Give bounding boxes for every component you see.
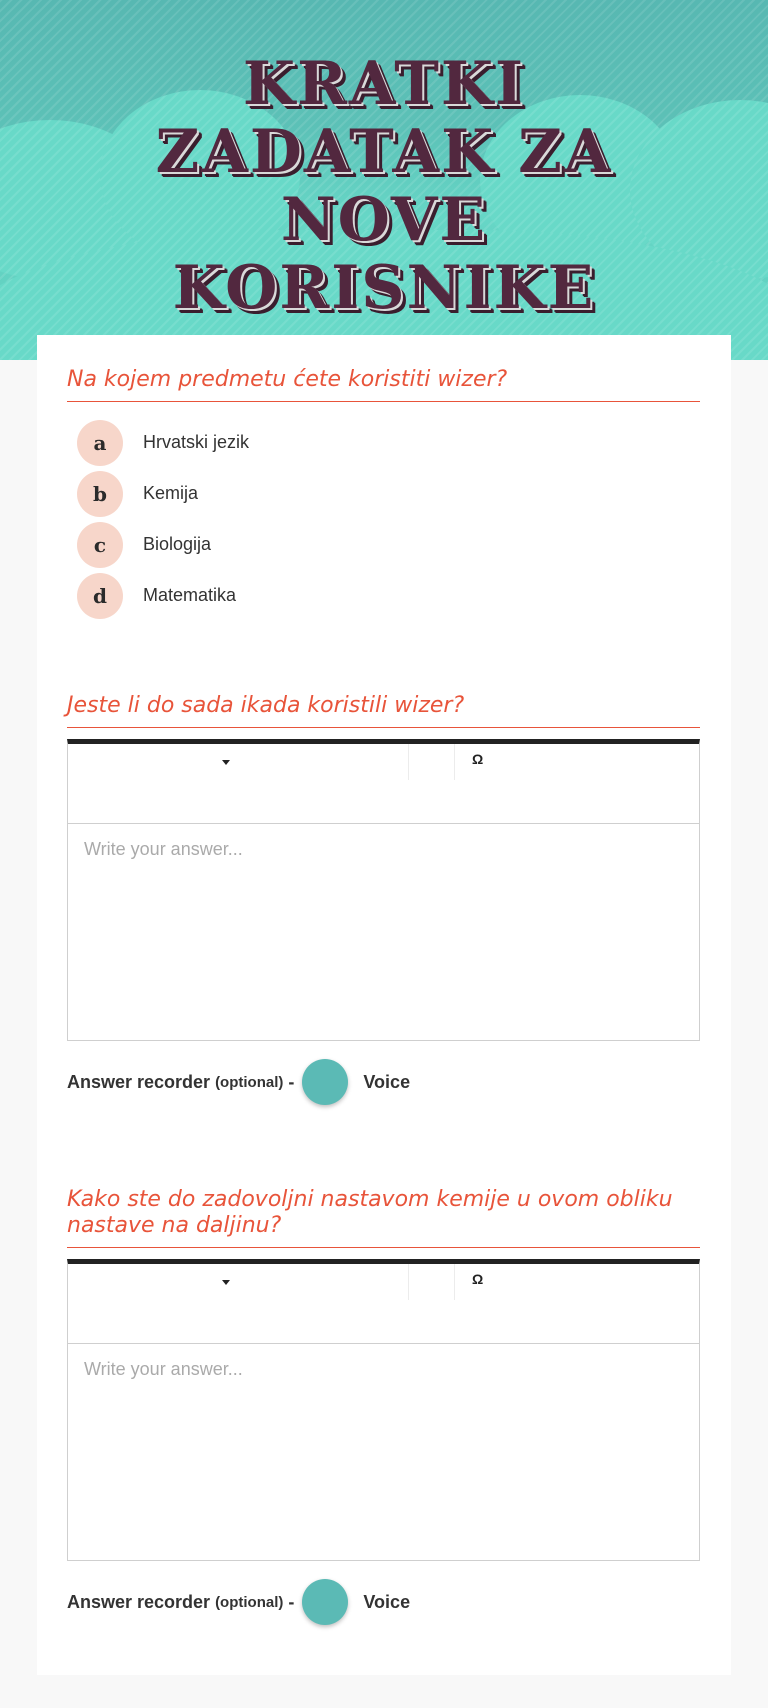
toolbar-divider bbox=[454, 744, 455, 780]
toolbar-divider bbox=[454, 1264, 455, 1300]
option-letter: d bbox=[77, 573, 123, 619]
answer-input[interactable] bbox=[68, 824, 699, 1039]
title-line: KRATKI bbox=[242, 49, 526, 119]
recorder-label: Answer recorder bbox=[67, 1591, 211, 1612]
option-label: Matematika bbox=[143, 585, 237, 605]
title-line: NOVE bbox=[280, 185, 488, 255]
option-label: Biologija bbox=[143, 534, 212, 554]
format-dropdown-icon[interactable] bbox=[222, 1280, 230, 1285]
page-header bbox=[0, 0, 768, 360]
option-letter: b bbox=[77, 471, 123, 517]
question-1-title: Na kojem predmetu ćete koristiti wizer? bbox=[67, 367, 700, 402]
answer-recorder bbox=[67, 1059, 410, 1105]
record-voice-button[interactable] bbox=[302, 1579, 348, 1625]
page-title bbox=[0, 50, 768, 322]
option-letter: c bbox=[77, 522, 123, 568]
option-a[interactable] bbox=[77, 417, 249, 468]
recorder-label: Answer recorder bbox=[67, 1071, 211, 1092]
recorder-optional: (optional) bbox=[215, 1593, 284, 1611]
editor-toolbar bbox=[68, 744, 699, 824]
worksheet-card bbox=[37, 335, 731, 1675]
answer-recorder bbox=[67, 1579, 410, 1625]
recorder-dash: - bbox=[288, 1591, 295, 1612]
option-b[interactable] bbox=[77, 468, 249, 519]
recorder-optional: (optional) bbox=[215, 1073, 284, 1091]
voice-label: Voice bbox=[363, 1591, 411, 1612]
recorder-dash: - bbox=[288, 1071, 295, 1092]
option-c[interactable] bbox=[77, 519, 249, 570]
option-label: Hrvatski jezik bbox=[143, 432, 250, 452]
record-voice-button[interactable] bbox=[302, 1059, 348, 1105]
toolbar-divider bbox=[408, 1264, 409, 1300]
option-label: Kemija bbox=[143, 483, 199, 503]
editor-toolbar bbox=[68, 1264, 699, 1344]
question-2-title: Jeste li do sada ikada koristili wizer? bbox=[67, 693, 700, 728]
toolbar-divider bbox=[408, 744, 409, 780]
answer-editor-2 bbox=[67, 739, 700, 1041]
special-character-icon[interactable]: Ω bbox=[472, 751, 484, 767]
answer-input[interactable] bbox=[68, 1344, 699, 1559]
format-dropdown-icon[interactable] bbox=[222, 760, 230, 765]
option-d[interactable] bbox=[77, 570, 249, 621]
voice-label: Voice bbox=[363, 1071, 411, 1092]
option-letter: a bbox=[77, 420, 123, 466]
question-3-title: Kako ste do zadovoljni nastavom kemije u ovom obliku nastave na daljinu? bbox=[67, 1187, 700, 1248]
title-line: ZADATAK ZA bbox=[155, 117, 613, 187]
title-line: KORISNIKE bbox=[172, 253, 596, 323]
answer-editor-3 bbox=[67, 1259, 700, 1561]
special-character-icon[interactable]: Ω bbox=[472, 1271, 484, 1287]
question-1-options bbox=[77, 417, 249, 621]
